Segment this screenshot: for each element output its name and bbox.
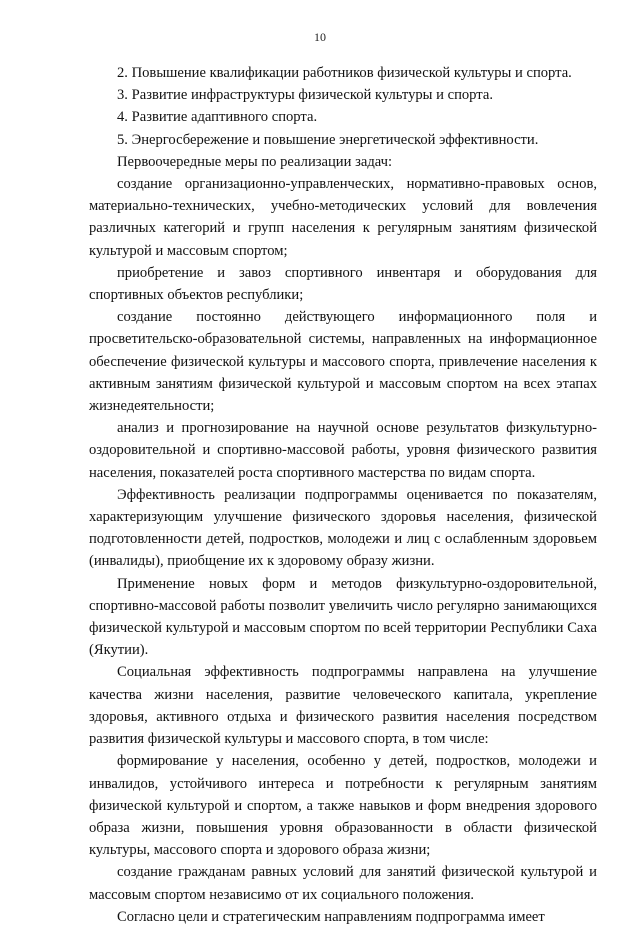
list-item-goal-3: 3. Развитие инфраструктуры физической культуры и спорта.	[117, 87, 493, 104]
paragraph: формирование у населения, особенно у детей, подростков, молодежи и инвалидов, устойчивого интереса и потребности к регулярным занятиям физической культурой и спортом, а также навыков и форм внедрения здорового образа жизни, повышения уровня образованности в области физической культуры, массового спорта и здорового образа жизни;	[89, 753, 597, 859]
list-item-goal-5: 5. Энергосбережение и повышение энергетической эффективности.	[117, 131, 539, 148]
paragraph: создание гражданам равных условий для занятий физической культурой и массовым спортом независимо от их социального положения.	[89, 864, 597, 903]
paragraph: создание постоянно действующего информационного поля и просветительско-образовательной системы, направленных на информационное обеспечение физической культуры и массового спорта, привлечение населения к активным занятиям физической культурой и массовым спортом на всех этапах жизнедеятельности;	[89, 309, 597, 415]
paragraph: создание организационно-управленческих, нормативно-правовых основ, материально-технических, учебно-методических условий для вовлечения различных категорий и групп населения к регулярным занятиям физической культурой и массовым спортом;	[89, 176, 597, 259]
paragraph: Эффективность реализации подпрограммы оценивается по показателям, характеризующим улучшение физического здоровья населения, физической подготовленности детей, подростков, молодежи и лиц с ослабленным здоровьем (инвалиды), приобщение их к здоровому образу жизни.	[89, 486, 597, 570]
paragraph: Согласно цели и стратегическим направлениям подпрограмма имеет	[117, 908, 545, 925]
list-item-goal-4: 4. Развитие адаптивного спорта.	[117, 109, 318, 126]
paragraph: анализ и прогнозирование на научной основе результатов физкультурно-оздоровительной и спортивно-массовой работы, уровня физического развития населения, показателей роста спортивного мастерства по видам спорта.	[89, 420, 597, 481]
paragraph: приобретение и завоз спортивного инвентаря и оборудования для спортивных объектов республики;	[89, 264, 597, 304]
paragraph: Применение новых форм и методов физкультурно-оздоровительной, спортивно-массовой работы позволит увеличить число регулярно занимающихся физической культурой и массовым спортом по всей территории Республики Саха (Якутии).	[89, 575, 597, 659]
document-body	[89, 62, 597, 928]
list-item-goal-2: 2. Повышение квалификации работников физической культуры и спорта.	[117, 65, 572, 81]
page-number: 10	[314, 30, 326, 44]
paragraph: Социальная эффективность подпрограммы направлена на улучшение качества жизни населения, развитие человеческого капитала, укрепление здоровья, активного отдыха и физического развития населения посредством развития физической культуры и массового спорта, в том числе:	[89, 664, 597, 748]
measures-heading: Первоочередные меры по реализации задач:	[117, 153, 393, 170]
